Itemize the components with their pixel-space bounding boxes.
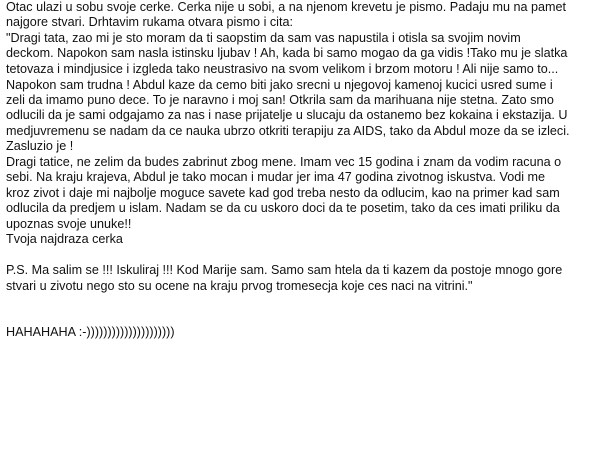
text-line: HAHAHAHA :-))))))))))))))))))))) <box>6 325 175 339</box>
text-line: odlucila da predjem u islam. Nadam se da cu uskoro doci da te posetim, tako da ces imati priliku da <box>6 201 560 215</box>
text-line: P.S. Ma salim se !!! Iskuliraj !!! Kod Marije sam. Samo sam htela da ti kazem da postoje mnogo gore <box>6 263 563 277</box>
text-line: Napokon sam trudna ! Abdul kaze da cemo biti jako srecni u njegovoj kamenoj kucici usred sume i <box>6 78 553 92</box>
text-line: medjuvremenu se nadam da ce nauka ubrzo otkriti terapiju za AIDS, tako da Abdul moze da se izleci. <box>6 124 570 138</box>
text-line: stvari u zivotu nego sto su ocene na kraju prvog tromesecja koje ces naci na vitrini." <box>6 279 473 293</box>
text-line: zeli da imamo puno dece. To je naravno i moj san! Otkrila sam da marihuana nije stetna. Zato smo <box>6 93 554 107</box>
text-line: Dragi tatice, ne zelim da budes zabrinut zbog mene. Imam vec 15 godina i znam da vodim racuna o <box>6 155 562 169</box>
text-line: najgore stvari. Drhtavim rukama otvara pismo i cita: <box>6 15 293 29</box>
text-line: tetovaza i mindjusice i izgleda tako neustrasivo na svom velikom i brzom motoru ! Ali nije samo to... <box>6 62 559 76</box>
text-line: odlucili da je sami odgajamo za nas i nase prijatelje u slucaju da ostanemo bez kokaina i ekstazija. U <box>6 108 568 122</box>
text-line: sebi. Na kraju krajeva, Abdul je tako mocan i mudar jer ima 47 godina zivotnog iskustva. Vodi me <box>6 170 546 184</box>
text-line: Tvoja najdraza cerka <box>6 232 123 246</box>
text-line: deckom. Napokon sam nasla istinsku ljubav ! Ah, kada bi samo mogao da ga vidis !Tako mu je slatka <box>6 46 568 60</box>
text-line: Zasluzio je ! <box>6 139 74 153</box>
text-line: "Dragi tata, zao mi je sto moram da ti saopstim da sam vas napustila i otisla sa svojim novim <box>6 31 521 45</box>
text-line: Otac ulazi u sobu svoje cerke. Cerka nije u sobi, a na njenom krevetu je pismo. Padaju mu na pamet <box>6 0 567 14</box>
text-line: upoznas svoje unuke!! <box>6 217 132 231</box>
text-line: kroz zivot i daje mi najbolje moguce savete kad god treba nesto da odlucim, kao na primer kad sam <box>6 186 560 200</box>
